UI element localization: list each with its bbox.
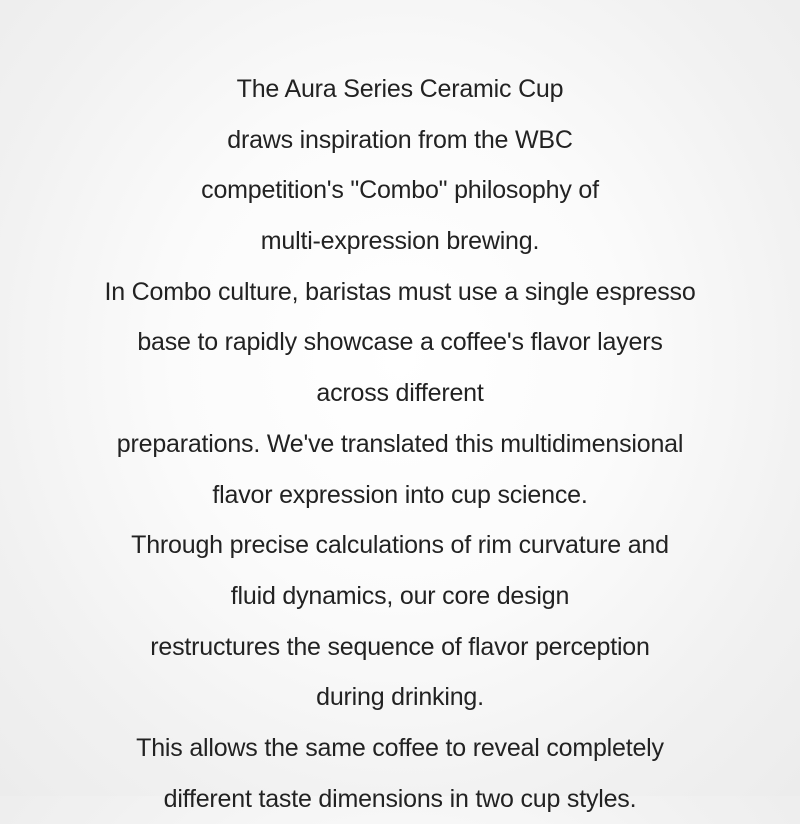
description-line: Through precise calculations of rim curvature and [131,531,669,560]
description-line: preparations. We've translated this multidimensional [116,429,684,458]
description-line: flavor expression into cup science. [212,480,588,509]
product-description-text [0,64,800,824]
description-line: In Combo culture, baristas must use a single espresso [104,277,696,306]
description-line: during drinking. [316,683,484,712]
description-line: This allows the same coffee to reveal completely [136,733,664,762]
description-line: multi-expression brewing. [260,227,540,256]
description-line: The Aura Series Ceramic Cup [236,75,564,103]
description-line: across different [316,379,484,408]
description-line: restructures the sequence of flavor perception [150,632,650,661]
description-line: base to rapidly showcase a coffee's flavor layers [137,328,663,357]
description-line: competition's "Combo" philosophy of [201,176,599,205]
description-line: different taste dimensions in two cup styles. [163,784,637,813]
description-line: fluid dynamics, our core design [230,581,570,610]
description-line: draws inspiration from the WBC [227,125,573,154]
